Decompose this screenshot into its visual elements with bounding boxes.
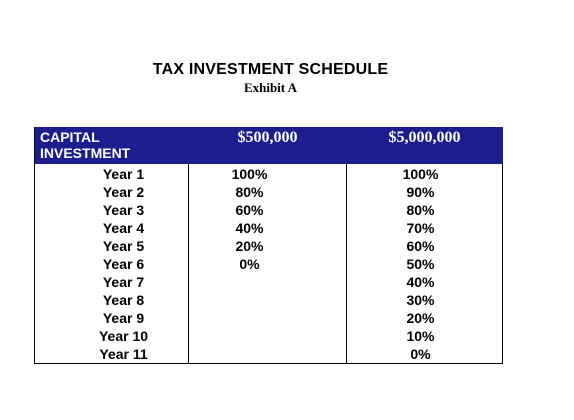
percent-500k-cell bbox=[189, 273, 347, 291]
percent-5m-cell: 90% bbox=[347, 183, 503, 201]
investment-label: INVESTMENT bbox=[40, 145, 131, 161]
percent-500k-cell bbox=[189, 309, 347, 327]
year-cell: Year 4 bbox=[35, 219, 189, 237]
document-title: TAX INVESTMENT SCHEDULE bbox=[152, 61, 389, 78]
year-cell: Year 8 bbox=[35, 291, 189, 309]
percent-5m-cell: 60% bbox=[347, 237, 503, 255]
table-row bbox=[35, 273, 503, 291]
year-cell: Year 7 bbox=[35, 273, 189, 291]
percent-5m-cell: 40% bbox=[347, 273, 503, 291]
table-row bbox=[35, 255, 503, 273]
capital-investment-header bbox=[35, 127, 189, 164]
table-row bbox=[35, 345, 503, 364]
percent-500k-cell: 0% bbox=[189, 255, 347, 273]
table-header bbox=[35, 127, 503, 164]
table-row bbox=[35, 164, 503, 183]
percent-5m-cell: 10% bbox=[347, 327, 503, 345]
percent-500k-cell: 80% bbox=[189, 183, 347, 201]
header-row bbox=[35, 127, 503, 164]
year-cell: Year 6 bbox=[35, 255, 189, 273]
percent-5m-cell: 30% bbox=[347, 291, 503, 309]
year-cell: Year 1 bbox=[35, 164, 189, 183]
table-row bbox=[35, 327, 503, 345]
percent-5m-cell: 70% bbox=[347, 219, 503, 237]
year-cell: Year 11 bbox=[35, 345, 189, 364]
table-body bbox=[35, 164, 503, 364]
percent-5m-cell: 80% bbox=[347, 201, 503, 219]
table-row bbox=[35, 291, 503, 309]
table-row bbox=[35, 183, 503, 201]
table-row bbox=[35, 219, 503, 237]
table-row bbox=[35, 201, 503, 219]
amount-500k-header: $500,000 bbox=[189, 127, 347, 164]
year-cell: Year 2 bbox=[35, 183, 189, 201]
year-cell: Year 3 bbox=[35, 201, 189, 219]
percent-500k-cell bbox=[189, 327, 347, 345]
percent-500k-cell bbox=[189, 345, 347, 364]
percent-5m-cell: 0% bbox=[347, 345, 503, 364]
table-row bbox=[35, 309, 503, 327]
percent-500k-cell: 60% bbox=[189, 201, 347, 219]
year-cell: Year 10 bbox=[35, 327, 189, 345]
percent-5m-cell: 20% bbox=[347, 309, 503, 327]
percent-500k-cell: 20% bbox=[189, 237, 347, 255]
percent-500k-cell: 40% bbox=[189, 219, 347, 237]
percent-5m-cell: 50% bbox=[347, 255, 503, 273]
percent-500k-cell: 100% bbox=[189, 164, 347, 183]
tax-investment-schedule-table bbox=[34, 127, 503, 364]
document-subtitle: Exhibit A bbox=[243, 80, 298, 95]
capital-label: CAPITAL bbox=[40, 129, 100, 145]
year-cell: Year 9 bbox=[35, 309, 189, 327]
year-cell: Year 5 bbox=[35, 237, 189, 255]
amount-5m-header: $5,000,000 bbox=[347, 127, 503, 164]
percent-5m-cell: 100% bbox=[347, 164, 503, 183]
percent-500k-cell bbox=[189, 291, 347, 309]
table-row bbox=[35, 237, 503, 255]
